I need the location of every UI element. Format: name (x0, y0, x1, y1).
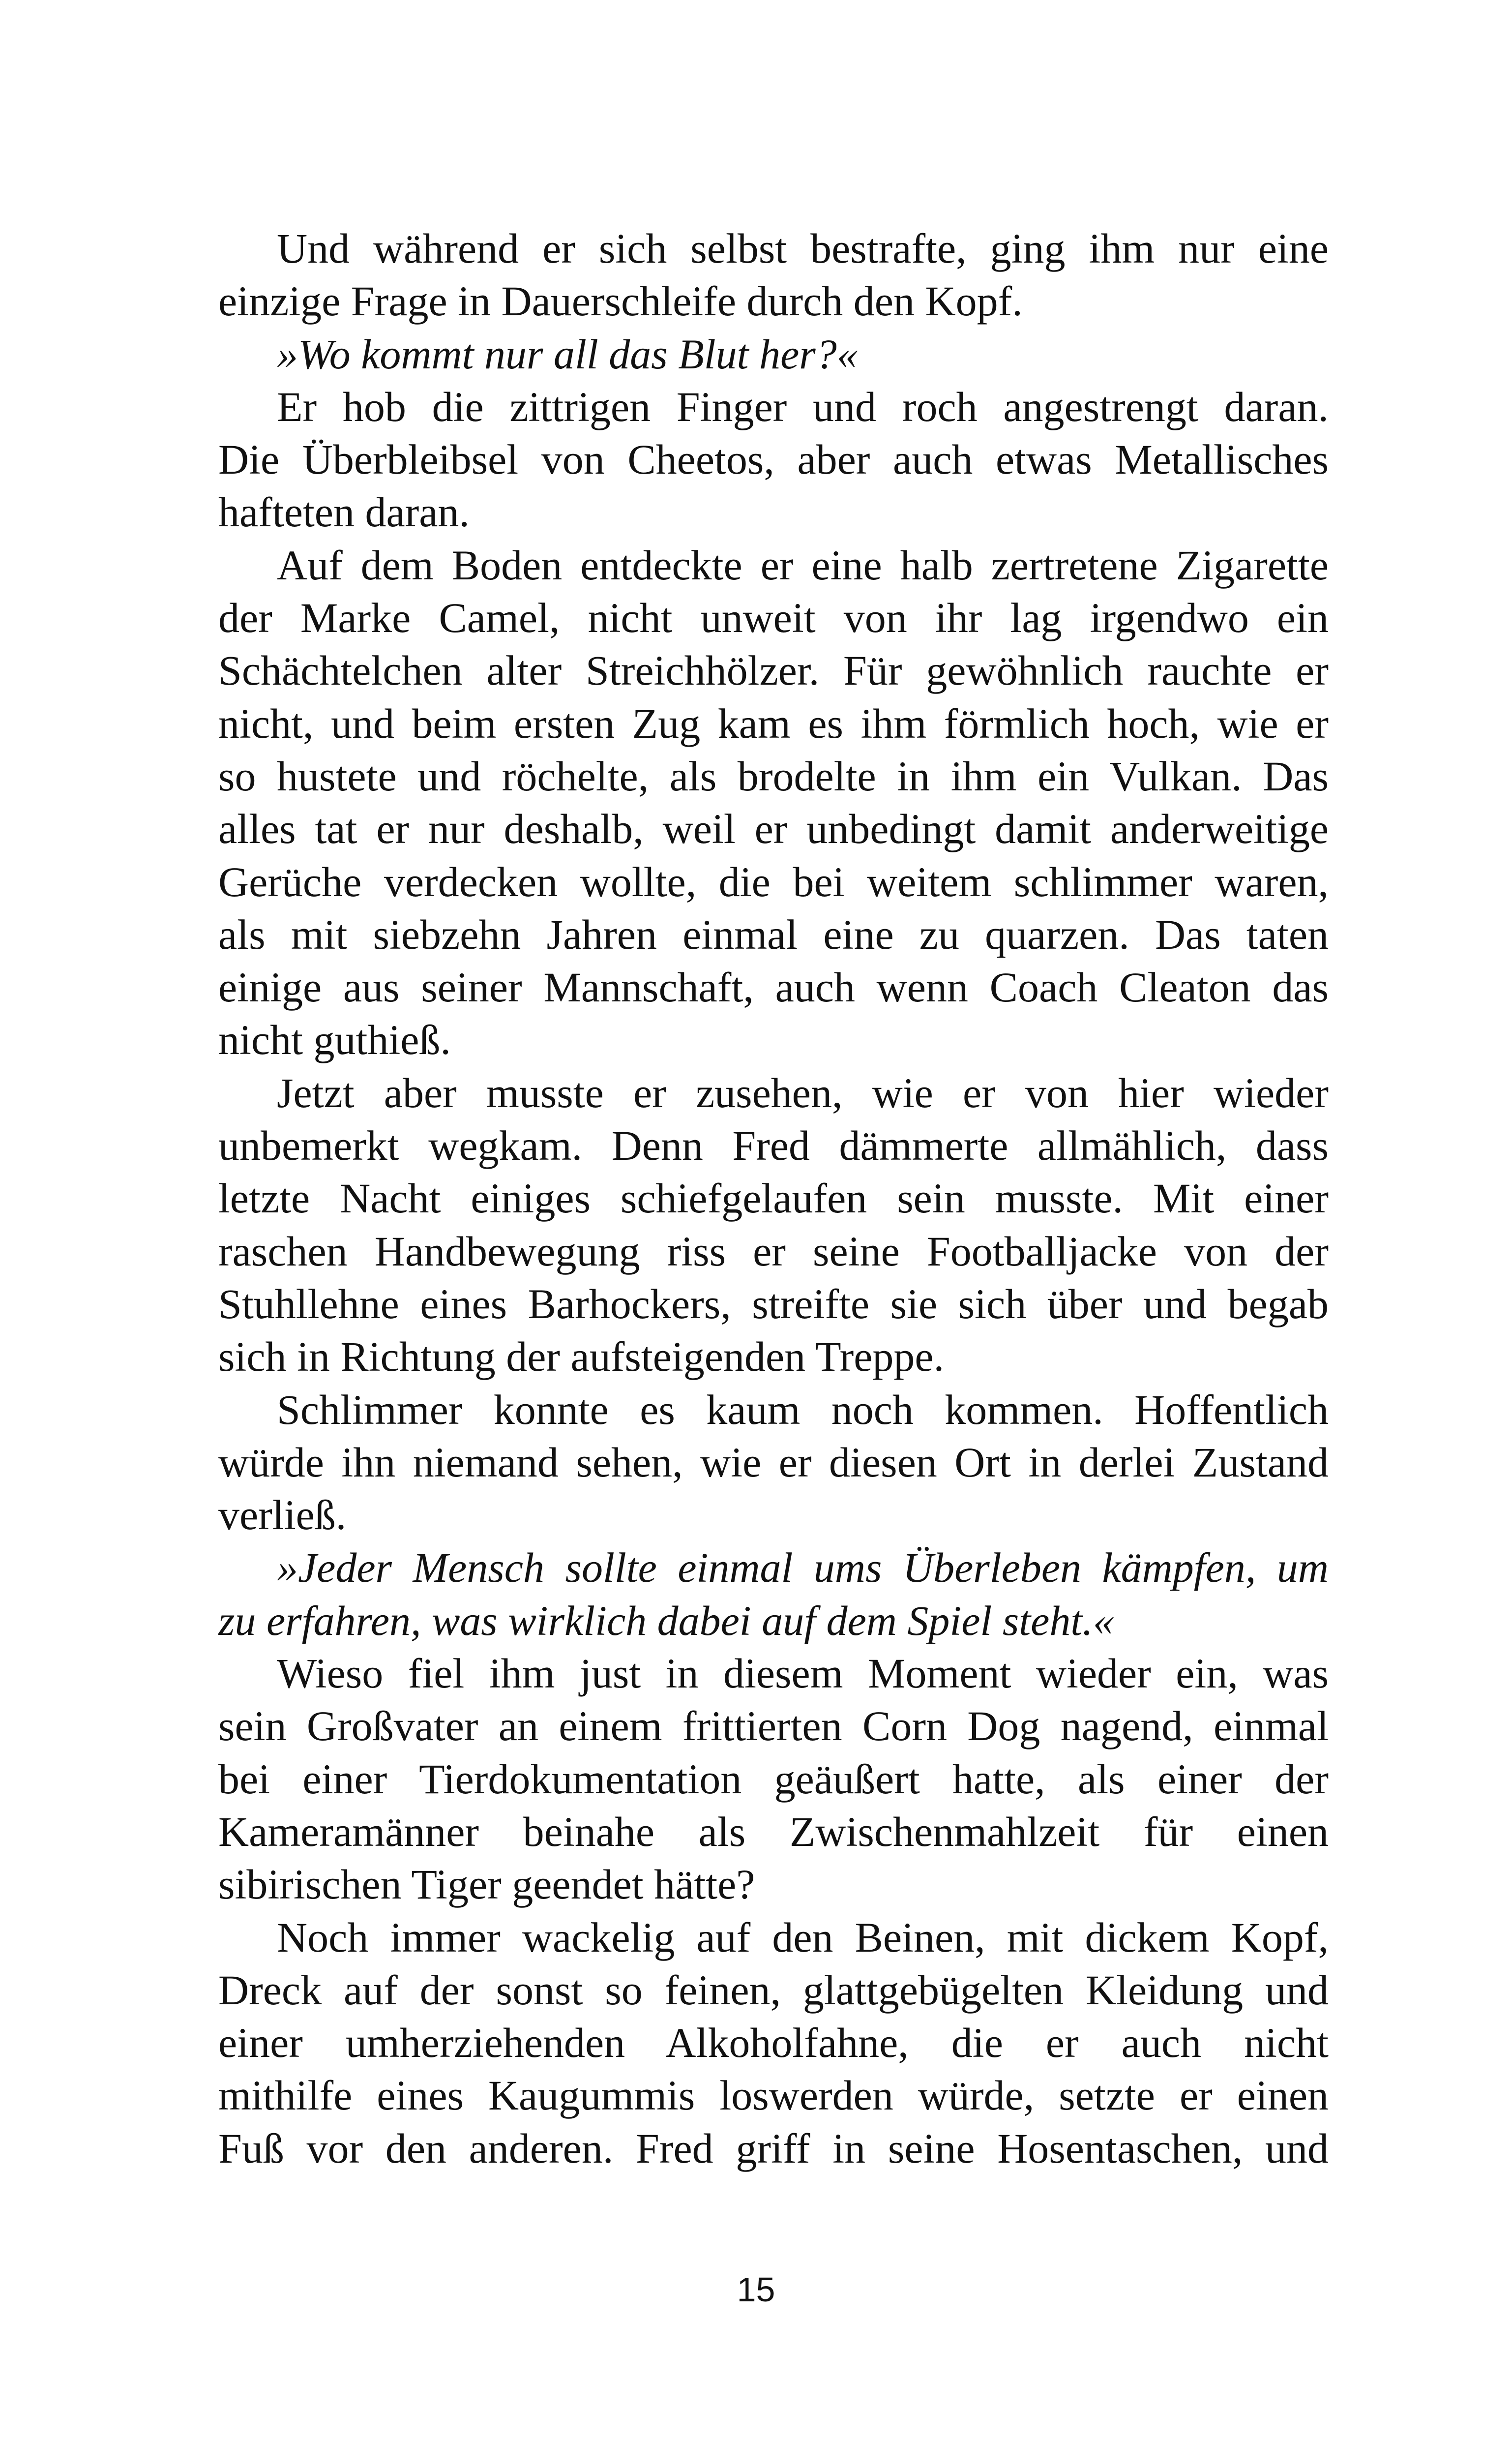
text-line: Und während er sich selbst bestrafte, ging ihm nur eine (277, 225, 1329, 272)
text-line: würde ihn niemand sehen, wie er diesen Ort in derlei Zustand (218, 1438, 1329, 1486)
text-line: Stuhllehne eines Barhockers, streifte sie sich über und begab (218, 1280, 1329, 1327)
text-line: einzige Frage in Dauerschleife durch den Kopf. (218, 277, 1023, 325)
text-line: Er hob die zittrigen Finger und roch angestrengt daran. (277, 383, 1329, 430)
text-line: Noch immer wackelig auf den Beinen, mit dickem Kopf, (277, 1913, 1329, 1961)
text-line: »Wo kommt nur all das Blut her?« (277, 330, 858, 378)
text-line: einige aus seiner Mannschaft, auch wenn Coach Cleaton das (218, 964, 1329, 1011)
text-line: einer umherziehenden Alkoholfahne, die er auch nicht (218, 2019, 1329, 2067)
page-number: 15 (737, 2270, 775, 2309)
text-line: Schächtelchen alter Streichhölzer. Für gewöhnlich rauchte er (218, 647, 1329, 694)
text-line: der Marke Camel, nicht unweit von ihr lag irgendwo ein (218, 594, 1329, 642)
text-line: mithilfe eines Kaugummis loswerden würde, setzte er einen (218, 2072, 1329, 2119)
text-line: »Jeder Mensch sollte einmal ums Überleben kämpfen, um (277, 1544, 1329, 1592)
text-line: Schlimmer konnte es kaum noch kommen. Hoffentlich (277, 1386, 1329, 1433)
text-line: sibirischen Tiger geendet hätte? (218, 1861, 755, 1908)
text-line: Kameramänner beinahe als Zwischenmahlzeit für einen (218, 1808, 1329, 1855)
text-line: Fuß vor den anderen. Fred griff in seine Hosentaschen, und (218, 2124, 1329, 2172)
text-line: hafteten daran. (218, 488, 470, 536)
text-line: Auf dem Boden entdeckte er eine halb zertretene Zigarette (277, 541, 1329, 589)
text-line: Wieso fiel ihm just in diesem Moment wieder ein, was (277, 1650, 1329, 1697)
text-line: Gerüche verdecken wollte, die bei weitem schlimmer waren, (218, 858, 1329, 905)
text-line: Dreck auf der sonst so feinen, glattgebügelten Kleidung und (218, 1966, 1329, 2014)
text-line: raschen Handbewegung riss er seine Footballjacke von der (218, 1227, 1329, 1275)
text-line: nicht, und beim ersten Zug kam es ihm förmlich hoch, wie er (218, 699, 1329, 747)
text-line: sich in Richtung der aufsteigenden Treppe. (218, 1333, 945, 1381)
text-line: verließ. (218, 1491, 347, 1539)
text-line: als mit siebzehn Jahren einmal eine zu quarzen. Das taten (218, 910, 1329, 958)
text-line: zu erfahren, was wirklich dabei auf dem Spiel steht.« (218, 1597, 1114, 1644)
text-line: sein Großvater an einem frittierten Corn Dog nagend, einmal (218, 1702, 1329, 1750)
text-line: bei einer Tierdokumentation geäußert hatte, als einer der (218, 1755, 1329, 1803)
text-line: Die Überbleibsel von Cheetos, aber auch etwas Metallisches (218, 436, 1329, 483)
text-line: Jetzt aber musste er zusehen, wie er von hier wieder (277, 1069, 1329, 1116)
body-text (218, 222, 1329, 2175)
text-line: nicht guthieß. (218, 1016, 451, 1064)
text-line: alles tat er nur deshalb, weil er unbedingt damit anderweitige (218, 805, 1329, 853)
text-line: so hustete und röchelte, als brodelte in ihm ein Vulkan. Das (218, 752, 1329, 800)
text-line: letzte Nacht einiges schiefgelaufen sein musste. Mit einer (218, 1175, 1329, 1222)
text-line: unbemerkt wegkam. Denn Fred dämmerte allmählich, dass (218, 1122, 1329, 1170)
